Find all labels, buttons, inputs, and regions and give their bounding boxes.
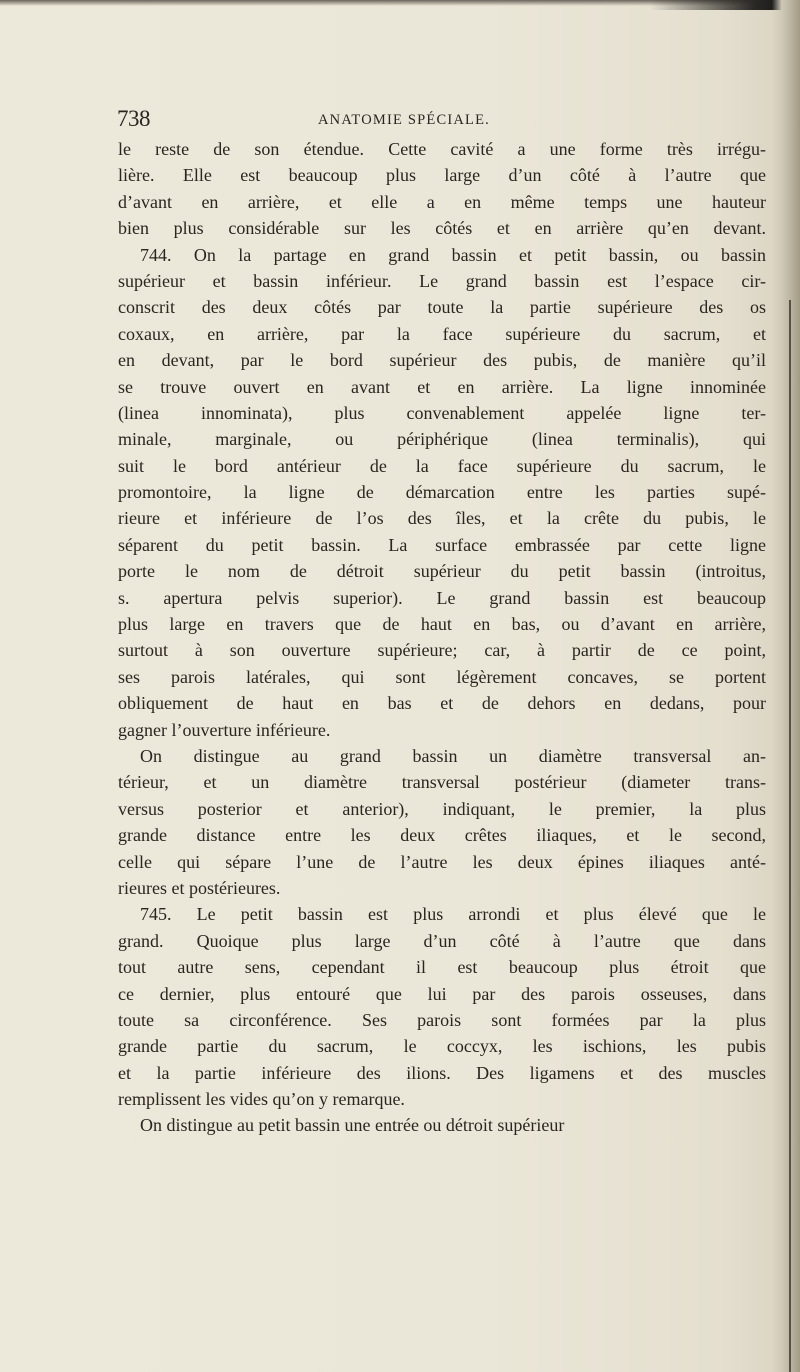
- text-line: plus large en travers que de haut en bas, ou d’avant en arrière,: [118, 614, 766, 635]
- body-text: [118, 136, 766, 1139]
- text-line: ce dernier, plus entouré que lui par des parois osseuses, dans: [118, 983, 766, 1004]
- paragraph-end-line: gagner l’ouverture inférieure.: [118, 719, 331, 740]
- text-line: grand. Quoique plus large d’un côté à l’autre que dans: [118, 930, 766, 951]
- text-line: minale, marginale, ou périphérique (linea terminalis), qui: [118, 429, 766, 450]
- text-line: en devant, par le bord supérieur des pubis, de manière qu’il: [118, 350, 766, 371]
- text-line: porte le nom de détroit supérieur du petit bassin (introitus,: [118, 561, 766, 582]
- text-line: celle qui sépare l’une de l’autre les deux épines iliaques anté-: [118, 851, 766, 872]
- text-line: versus posterior et anterior), indiquant, le premier, la plus: [118, 798, 766, 819]
- paragraph-745-start: 745. Le petit bassin est plus arrondi et plus élevé que le: [140, 904, 766, 925]
- text-line: térieur, et un diamètre transversal postérieur (diameter trans-: [118, 772, 766, 793]
- paragraph-petit-bassin-start: On distingue au petit bassin une entrée ou détroit supérieur: [140, 1115, 565, 1136]
- text-line: toute sa circonférence. Ses parois sont formées par la plus: [118, 1009, 766, 1030]
- text-line: coxaux, en arrière, par la face supérieure du sacrum, et: [118, 323, 766, 344]
- text-line: obliquement de haut en bas et de dehors en dedans, pour: [118, 693, 766, 714]
- text-line: surtout à son ouverture supérieure; car, à partir de ce point,: [118, 640, 766, 661]
- text-line: rieure et inférieure de l’os des îles, et la crête du pubis, le: [118, 508, 766, 529]
- text-line: se trouve ouvert en avant et en arrière. La ligne innominée: [118, 376, 766, 397]
- text-line: bien plus considérable sur les côtés et en arrière qu’en devant.: [118, 218, 766, 239]
- running-head: ANATOMIE SPÉCIALE.: [318, 112, 490, 128]
- text-line: conscrit des deux côtés par toute la partie supérieure des os: [118, 297, 766, 318]
- text-line: et la partie inférieure des ilions. Des ligamens et des muscles: [118, 1062, 766, 1083]
- text-line: supérieur et bassin inférieur. Le grand bassin est l’espace cir-: [118, 270, 766, 291]
- text-line: lière. Elle est beaucoup plus large d’un côté à l’autre que: [118, 165, 766, 186]
- paragraph-diameters-start: On distingue au grand bassin un diamètre transversal an-: [140, 745, 766, 766]
- binding-shadow: [772, 0, 800, 1372]
- text-line: s. apertura pelvis superior). Le grand bassin est beaucoup: [118, 587, 766, 608]
- binding-edge-line: [789, 300, 791, 1372]
- text-line: grande partie du sacrum, le coccyx, les ischions, les pubis: [118, 1036, 766, 1057]
- text-line: séparent du petit bassin. La surface embrassée par cette ligne: [118, 534, 766, 555]
- paragraph-744-start: 744. On la partage en grand bassin et petit bassin, ou bassin: [140, 244, 766, 265]
- text-line: promontoire, la ligne de démarcation entre les parties supé-: [118, 482, 766, 503]
- text-line: tout autre sens, cependant il est beaucoup plus étroit que: [118, 957, 766, 978]
- text-line: grande distance entre les deux crêtes iliaques, et le second,: [118, 825, 766, 846]
- text-line: ses parois latérales, qui sont légèrement concaves, se portent: [118, 666, 766, 687]
- page-header: [117, 106, 767, 136]
- page-number: 738: [117, 106, 150, 131]
- text-line: d’avant en arrière, et elle a en même temps une hauteur: [118, 191, 766, 212]
- text-line: le reste de son étendue. Cette cavité a une forme très irrégu-: [118, 139, 766, 159]
- text-line: suit le bord antérieur de la face supérieure du sacrum, le: [118, 455, 766, 476]
- paragraph-end-line: rieures et postérieures.: [118, 877, 281, 898]
- text-line: (linea innominata), plus convenablement appelée ligne ter-: [118, 402, 766, 423]
- paragraph-end-line: remplissent les vides qu’on y remarque.: [118, 1089, 405, 1110]
